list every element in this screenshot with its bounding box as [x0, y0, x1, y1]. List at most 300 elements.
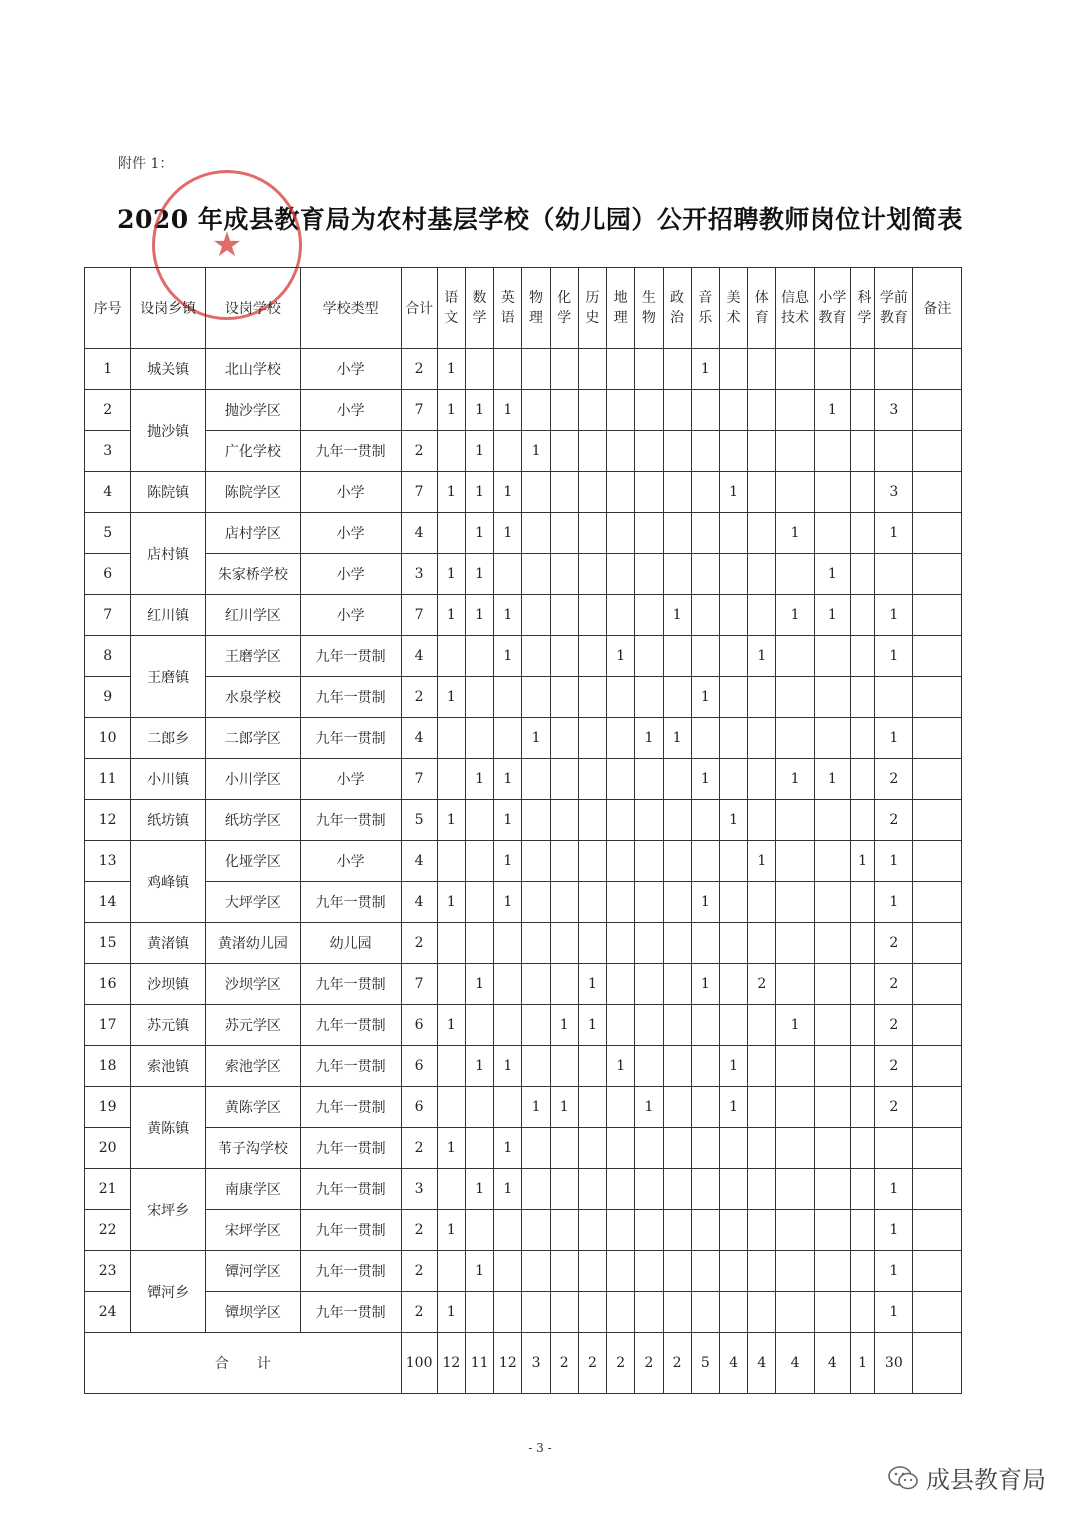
town-cell: 小川镇	[131, 759, 206, 800]
subject-count-cell	[814, 1210, 850, 1251]
subject-count-cell	[814, 718, 850, 759]
subject-count-cell	[635, 1210, 663, 1251]
header-label: 设岗学校	[224, 301, 281, 317]
subject-count-cell	[522, 636, 550, 677]
remarks-cell	[913, 554, 962, 595]
total-label: 合 计	[85, 1333, 402, 1394]
total-cell: 2	[401, 1210, 437, 1251]
subject-count-cell	[748, 800, 776, 841]
table-row	[85, 1210, 962, 1251]
subject-count-cell	[550, 595, 578, 636]
subject-count-cell: 1	[494, 472, 522, 513]
subject-count-cell	[578, 349, 606, 390]
subject-count-cell	[550, 431, 578, 472]
subject-count-cell	[494, 677, 522, 718]
school-type-cell: 小学	[300, 513, 401, 554]
header-label: 学前教育	[879, 290, 908, 326]
subject-count-cell	[850, 759, 874, 800]
subject-count-cell: 1	[522, 431, 550, 472]
subject-count-cell	[522, 923, 550, 964]
table-row	[85, 1292, 962, 1333]
row-number: 16	[85, 964, 131, 1005]
subject-count-cell	[663, 882, 691, 923]
subject-count-cell	[814, 800, 850, 841]
subject-count-cell	[776, 841, 814, 882]
header-cell	[719, 268, 747, 349]
remarks-cell	[913, 431, 962, 472]
subject-total-cell: 2	[635, 1333, 663, 1394]
attachment-label: 附件 1：	[118, 156, 174, 172]
header-cell	[913, 268, 962, 349]
subject-count-cell	[850, 923, 874, 964]
subject-count-cell	[814, 1087, 850, 1128]
subject-count-cell	[522, 1292, 550, 1333]
subject-count-cell	[466, 718, 494, 759]
header-label: 体育	[754, 290, 770, 326]
table-row	[85, 1169, 962, 1210]
subject-count-cell	[466, 636, 494, 677]
school-type-cell: 九年一贯制	[300, 882, 401, 923]
subject-count-cell	[607, 431, 635, 472]
subject-count-cell	[776, 800, 814, 841]
subject-count-cell	[550, 1251, 578, 1292]
subject-count-cell	[550, 1128, 578, 1169]
subject-count-cell	[607, 349, 635, 390]
subject-count-cell	[776, 431, 814, 472]
school-type-cell: 小学	[300, 554, 401, 595]
subject-count-cell: 1	[578, 1005, 606, 1046]
subject-count-cell	[875, 349, 913, 390]
subject-total-cell: 4	[748, 1333, 776, 1394]
subject-count-cell	[850, 636, 874, 677]
school-type-cell: 九年一贯制	[300, 964, 401, 1005]
subject-count-cell	[691, 431, 719, 472]
total-cell: 2	[401, 349, 437, 390]
table-total-row	[85, 1333, 962, 1394]
subject-count-cell	[748, 349, 776, 390]
row-number: 14	[85, 882, 131, 923]
subject-count-cell: 1	[663, 595, 691, 636]
subject-count-cell: 1	[875, 1292, 913, 1333]
subject-count-cell: 1	[550, 1005, 578, 1046]
subject-count-cell	[663, 1005, 691, 1046]
table-row	[85, 1087, 962, 1128]
subject-count-cell	[466, 800, 494, 841]
subject-count-cell	[691, 1046, 719, 1087]
subject-count-cell	[748, 431, 776, 472]
subject-count-cell	[494, 1005, 522, 1046]
subject-count-cell	[776, 1210, 814, 1251]
subject-count-cell: 2	[875, 759, 913, 800]
subject-count-cell	[437, 1046, 465, 1087]
subject-count-cell	[691, 554, 719, 595]
subject-count-cell: 1	[437, 595, 465, 636]
school-cell: 纸坊学区	[205, 800, 300, 841]
subject-count-cell: 2	[875, 964, 913, 1005]
table-row	[85, 349, 962, 390]
subject-count-cell	[691, 1292, 719, 1333]
subject-count-cell	[850, 800, 874, 841]
total-cell: 6	[401, 1046, 437, 1087]
school-type-cell: 九年一贯制	[300, 1292, 401, 1333]
subject-count-cell: 1	[494, 1128, 522, 1169]
subject-count-cell: 1	[494, 1169, 522, 1210]
school-type-cell: 九年一贯制	[300, 636, 401, 677]
subject-count-cell: 1	[607, 1046, 635, 1087]
subject-count-cell	[850, 554, 874, 595]
row-number: 4	[85, 472, 131, 513]
subject-count-cell	[748, 677, 776, 718]
subject-count-cell	[776, 554, 814, 595]
subject-count-cell: 1	[578, 964, 606, 1005]
subject-count-cell	[776, 964, 814, 1005]
subject-count-cell	[522, 1046, 550, 1087]
total-cell: 2	[401, 677, 437, 718]
subject-count-cell	[875, 431, 913, 472]
header-label: 地理	[613, 290, 629, 326]
school-cell: 陈院学区	[205, 472, 300, 513]
header-label: 英语	[500, 290, 516, 326]
subject-count-cell	[663, 1169, 691, 1210]
subject-count-cell	[814, 513, 850, 554]
subject-count-cell: 2	[875, 1087, 913, 1128]
subject-count-cell	[850, 513, 874, 554]
subject-count-cell	[691, 390, 719, 431]
subject-count-cell: 1	[635, 718, 663, 759]
subject-count-cell	[607, 882, 635, 923]
subject-count-cell: 1	[776, 759, 814, 800]
subject-count-cell	[663, 431, 691, 472]
subject-count-cell	[635, 800, 663, 841]
subject-count-cell	[635, 636, 663, 677]
subject-total-cell: 2	[550, 1333, 578, 1394]
total-cell: 5	[401, 800, 437, 841]
header-cell	[85, 268, 131, 349]
subject-count-cell	[522, 964, 550, 1005]
school-cell: 镡坝学区	[205, 1292, 300, 1333]
subject-count-cell: 1	[466, 759, 494, 800]
town-cell: 苏元镇	[131, 1005, 206, 1046]
school-type-cell: 九年一贯制	[300, 800, 401, 841]
header-label: 合计	[405, 301, 434, 317]
subject-count-cell: 1	[691, 349, 719, 390]
subject-count-cell	[748, 554, 776, 595]
subject-count-cell	[494, 1087, 522, 1128]
subject-count-cell	[578, 1251, 606, 1292]
header-cell	[814, 268, 850, 349]
subject-count-cell	[814, 349, 850, 390]
subject-count-cell	[635, 431, 663, 472]
remarks-cell	[913, 349, 962, 390]
subject-count-cell: 1	[494, 595, 522, 636]
table-row	[85, 677, 962, 718]
subject-count-cell	[635, 1251, 663, 1292]
subject-count-cell	[663, 390, 691, 431]
subject-count-cell: 1	[691, 964, 719, 1005]
subject-count-cell	[776, 636, 814, 677]
subject-count-cell: 1	[437, 472, 465, 513]
subject-count-cell	[748, 390, 776, 431]
subject-count-cell	[607, 513, 635, 554]
subject-count-cell: 1	[466, 595, 494, 636]
school-type-cell: 小学	[300, 472, 401, 513]
subject-count-cell	[635, 513, 663, 554]
header-cell	[437, 268, 465, 349]
school-type-cell: 小学	[300, 759, 401, 800]
subject-count-cell	[522, 1005, 550, 1046]
header-label: 语文	[444, 290, 460, 326]
subject-count-cell	[550, 1292, 578, 1333]
subject-count-cell	[850, 390, 874, 431]
subject-count-cell	[550, 841, 578, 882]
subject-count-cell	[691, 472, 719, 513]
school-type-cell: 小学	[300, 595, 401, 636]
subject-count-cell	[550, 513, 578, 554]
subject-count-cell	[814, 677, 850, 718]
subject-count-cell: 1	[466, 1169, 494, 1210]
school-type-cell: 九年一贯制	[300, 1046, 401, 1087]
subject-count-cell	[691, 718, 719, 759]
subject-count-cell: 1	[691, 882, 719, 923]
subject-count-cell	[607, 923, 635, 964]
subject-count-cell	[814, 923, 850, 964]
subject-count-cell: 1	[691, 759, 719, 800]
header-label: 序号	[93, 301, 122, 317]
subject-count-cell: 1	[719, 472, 747, 513]
subject-count-cell	[466, 1005, 494, 1046]
school-type-cell: 小学	[300, 390, 401, 431]
table-row	[85, 1128, 962, 1169]
subject-count-cell: 1	[607, 636, 635, 677]
subject-count-cell: 2	[875, 1005, 913, 1046]
subject-count-cell	[550, 554, 578, 595]
town-cell: 陈院镇	[131, 472, 206, 513]
subject-total-cell: 2	[578, 1333, 606, 1394]
subject-count-cell	[691, 513, 719, 554]
subject-count-cell	[578, 923, 606, 964]
total-cell: 3	[401, 554, 437, 595]
subject-count-cell: 1	[466, 390, 494, 431]
subject-count-cell: 1	[663, 718, 691, 759]
school-type-cell: 九年一贯制	[300, 1128, 401, 1169]
subject-count-cell	[607, 841, 635, 882]
subject-count-cell	[437, 1087, 465, 1128]
subject-count-cell	[494, 349, 522, 390]
subject-count-cell	[550, 349, 578, 390]
subject-count-cell	[748, 923, 776, 964]
subject-count-cell	[691, 841, 719, 882]
subject-total-cell: 2	[607, 1333, 635, 1394]
subject-count-cell	[748, 1292, 776, 1333]
page-number: - 3 -	[528, 1441, 552, 1455]
subject-count-cell: 1	[776, 513, 814, 554]
subject-count-cell	[850, 349, 874, 390]
subject-count-cell	[466, 349, 494, 390]
subject-count-cell: 1	[494, 513, 522, 554]
subject-count-cell	[494, 554, 522, 595]
subject-count-cell	[748, 1087, 776, 1128]
subject-count-cell: 1	[875, 882, 913, 923]
subject-count-cell	[776, 1087, 814, 1128]
subject-count-cell	[635, 841, 663, 882]
subject-count-cell: 2	[748, 964, 776, 1005]
total-cell: 7	[401, 759, 437, 800]
subject-count-cell	[550, 882, 578, 923]
subject-count-cell	[663, 472, 691, 513]
subject-count-cell	[522, 1210, 550, 1251]
subject-count-cell: 1	[875, 841, 913, 882]
subject-count-cell	[719, 1292, 747, 1333]
subject-count-cell: 1	[875, 595, 913, 636]
subject-total-cell: 4	[776, 1333, 814, 1394]
header-label: 备注	[923, 301, 952, 317]
subject-count-cell: 1	[494, 759, 522, 800]
seal-star-icon: ★	[211, 225, 243, 265]
subject-count-cell: 3	[875, 472, 913, 513]
subject-count-cell	[875, 1128, 913, 1169]
subject-count-cell: 1	[466, 1251, 494, 1292]
subject-count-cell	[550, 800, 578, 841]
school-cell: 黄陈学区	[205, 1087, 300, 1128]
subject-count-cell	[494, 1210, 522, 1251]
subject-count-cell	[494, 923, 522, 964]
subject-count-cell	[850, 677, 874, 718]
subject-count-cell: 2	[875, 800, 913, 841]
subject-count-cell: 1	[437, 1128, 465, 1169]
subject-count-cell: 1	[719, 1046, 747, 1087]
school-cell: 水泉学校	[205, 677, 300, 718]
header-cell	[748, 268, 776, 349]
remarks-cell	[913, 1251, 962, 1292]
subject-count-cell: 1	[437, 554, 465, 595]
subject-count-cell	[748, 1251, 776, 1292]
subject-count-cell	[607, 554, 635, 595]
subject-count-cell: 2	[875, 923, 913, 964]
subject-count-cell: 1	[437, 1005, 465, 1046]
total-cell: 4	[401, 513, 437, 554]
subject-count-cell: 1	[437, 882, 465, 923]
subject-count-cell	[494, 1251, 522, 1292]
subject-count-cell	[550, 718, 578, 759]
row-number: 2	[85, 390, 131, 431]
subject-count-cell: 1	[437, 349, 465, 390]
subject-count-cell	[578, 636, 606, 677]
subject-count-cell	[578, 718, 606, 759]
subject-count-cell	[748, 759, 776, 800]
school-cell: 黄渚幼儿园	[205, 923, 300, 964]
header-label: 音乐	[698, 290, 714, 326]
subject-count-cell	[437, 718, 465, 759]
school-cell: 北山学校	[205, 349, 300, 390]
school-type-cell: 九年一贯制	[300, 1169, 401, 1210]
subject-count-cell	[691, 1087, 719, 1128]
subject-count-cell: 3	[875, 390, 913, 431]
town-cell: 城关镇	[131, 349, 206, 390]
remarks-cell	[913, 1292, 962, 1333]
subject-count-cell	[663, 554, 691, 595]
total-cell: 2	[401, 431, 437, 472]
subject-count-cell	[466, 1128, 494, 1169]
subject-count-cell	[776, 882, 814, 923]
subject-count-cell	[578, 554, 606, 595]
subject-count-cell: 1	[437, 1292, 465, 1333]
remarks-cell	[913, 718, 962, 759]
row-number: 12	[85, 800, 131, 841]
subject-count-cell	[578, 1046, 606, 1087]
subject-count-cell	[776, 1128, 814, 1169]
remarks-cell	[913, 841, 962, 882]
total-cell: 4	[401, 882, 437, 923]
subject-count-cell	[466, 1087, 494, 1128]
subject-count-cell	[466, 841, 494, 882]
subject-count-cell	[607, 677, 635, 718]
subject-count-cell	[748, 882, 776, 923]
subject-count-cell	[776, 1046, 814, 1087]
header-label: 科学	[857, 290, 873, 326]
subject-count-cell: 1	[550, 1087, 578, 1128]
subject-count-cell: 1	[466, 431, 494, 472]
table-row	[85, 1046, 962, 1087]
subject-count-cell	[522, 390, 550, 431]
subject-count-cell	[719, 513, 747, 554]
subject-count-cell: 1	[748, 841, 776, 882]
total-cell: 7	[401, 390, 437, 431]
subject-count-cell: 1	[466, 1046, 494, 1087]
header-label: 数学	[472, 290, 488, 326]
subject-count-cell	[437, 1251, 465, 1292]
subject-count-cell	[776, 472, 814, 513]
subject-count-cell	[550, 923, 578, 964]
subject-count-cell	[663, 636, 691, 677]
subject-count-cell	[850, 882, 874, 923]
subject-count-cell	[635, 1128, 663, 1169]
subject-count-cell	[494, 1292, 522, 1333]
subject-count-cell	[466, 1292, 494, 1333]
subject-count-cell	[578, 1169, 606, 1210]
subject-count-cell	[748, 1046, 776, 1087]
subject-count-cell	[522, 513, 550, 554]
subject-count-cell	[635, 1046, 663, 1087]
subject-count-cell	[607, 390, 635, 431]
subject-count-cell	[635, 595, 663, 636]
header-label: 设岗乡镇	[140, 301, 197, 317]
remarks-cell	[913, 1169, 962, 1210]
subject-count-cell	[607, 1251, 635, 1292]
subject-count-cell	[691, 1128, 719, 1169]
row-number: 21	[85, 1169, 131, 1210]
subject-count-cell	[578, 1128, 606, 1169]
subject-count-cell	[550, 759, 578, 800]
town-cell: 索池镇	[131, 1046, 206, 1087]
subject-count-cell	[776, 923, 814, 964]
row-number: 9	[85, 677, 131, 718]
table-row	[85, 431, 962, 472]
subject-count-cell	[635, 390, 663, 431]
school-type-cell: 小学	[300, 841, 401, 882]
header-cell	[205, 268, 300, 349]
subject-count-cell	[691, 1005, 719, 1046]
subject-count-cell	[466, 882, 494, 923]
subject-count-cell	[748, 472, 776, 513]
subject-count-cell: 1	[875, 1251, 913, 1292]
school-type-cell: 小学	[300, 349, 401, 390]
town-cell: 鸡峰镇	[131, 841, 206, 923]
total-cell: 7	[401, 595, 437, 636]
header-cell	[401, 268, 437, 349]
subject-count-cell	[719, 1128, 747, 1169]
subject-count-cell	[522, 472, 550, 513]
subject-count-cell: 1	[776, 1005, 814, 1046]
